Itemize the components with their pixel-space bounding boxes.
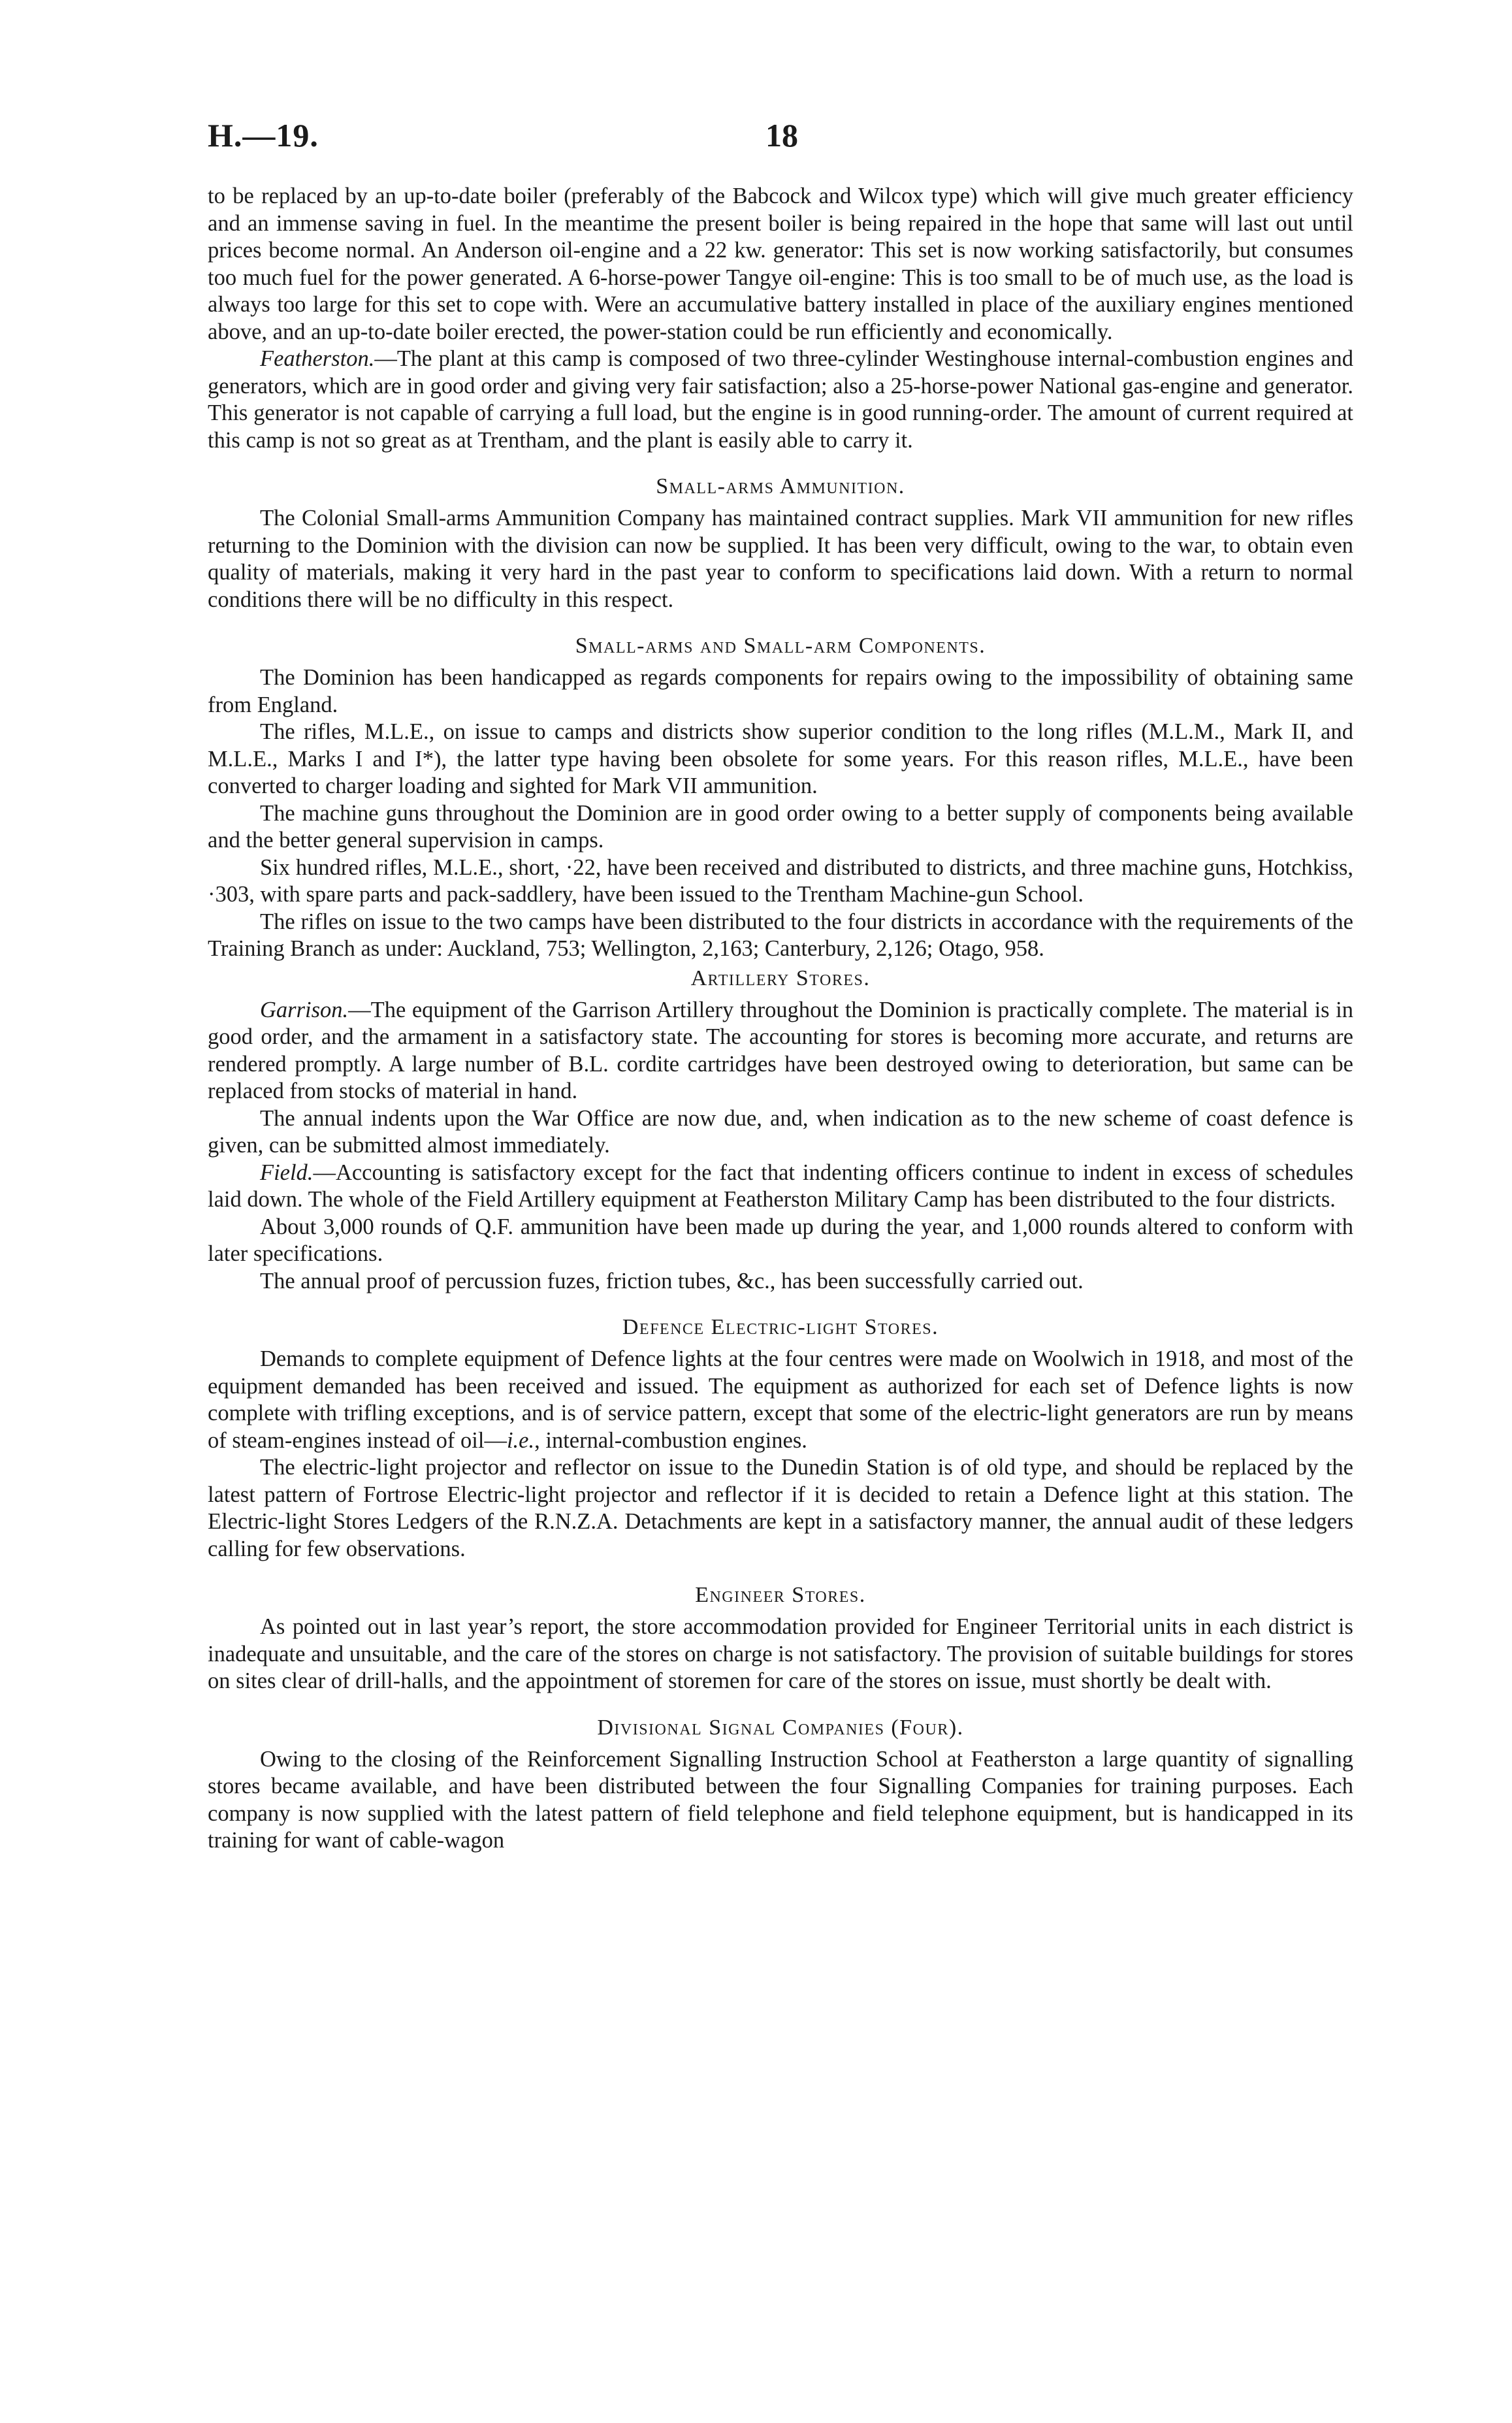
paragraph-signal: Owing to the closing of the Reinforcement Signalling Instruction School at Featherston a large quantity of signalling stores became available, and have been distributed between the four Signalling Companies for training purposes. Each company is now supplied with the latest pattern of field telephone and field telephone equipment, but is handicapped in its training for want of cable-wagon [208,1746,1353,1853]
heading-divisional-signal: Divisional Signal Companies (Four). [597,1715,964,1740]
garrison-text: —The equipment of the Garrison Artillery throughout the Dominion is practically complete. The material is in good order, and the armament in a satisfactory state. The accounting for stores is becoming more accurate, and returns are rendered promptly. A large number of B.L. cordite cartridges have been destroyed owing to deterioration, but same can be replaced from stocks of material in hand. [208,997,1353,1103]
paragraph-ammunition: The Colonial Small-arms Ammunition Company has maintained contract supplies. Mark VII ammunition for new rifles returning to the Dominion with the division can now be supplied. It has been very difficult, owing to the war, to obtain even quality of materials, making it very hard in the past year to conform to specifications laid down. With a return to normal conditions there will be no difficulty in this respect. [208,506,1353,612]
paragraph-artillery-2: The annual indents upon the War Office are now due, and, when indication as to the new scheme of coast defence is given, can be submitted almost immediately. [208,1105,1353,1158]
electric-light-text-b: , internal-combustion engines. [534,1427,807,1453]
paragraph-electric-light-1 [208,1346,1353,1454]
heading-small-arms-ammunition: Small-arms Ammunition. [656,474,905,498]
paragraph-electric-light-2: The electric-light projector and reflector on issue to the Dunedin Station is of old type, and should be replaced by the latest pattern of Fortrose Electric-light projector and reflector if it is decided to retain a Defence light at this station. The Electric-light Stores Ledgers of the R.N.Z.A. Detachments are kept in a satisfactory manner, the annual audit of these ledgers calling for few observations. [208,1455,1353,1561]
heading-artillery-stores: Artillery Stores. [690,966,871,990]
document-body [208,183,1353,1855]
paragraph-components-5: The rifles on issue to the two camps have been distributed to the four districts in accordance with the requirements of the Training Branch as under: Auckland, 753; Wellington, 2,163; Canterbury, 2,126; Otago, 958. [208,909,1353,961]
paragraph-components-4: Six hundred rifles, M.L.E., short, ·22, have been received and distributed to districts, and three machine guns, Hotchkiss, ·303, with spare parts and pack-saddlery, have been issued to the Trentham Machine-gun School. [208,854,1353,907]
paragraph-artillery-5: The annual proof of percussion fuzes, friction tubes, &c., has been successfully carried out. [260,1268,1084,1293]
heading-engineer-stores: Engineer Stores. [695,1583,866,1607]
heading-defence-electric-light: Defence Electric-light Stores. [622,1315,939,1339]
paragraph-components-2: The rifles, M.L.E., on issue to camps and districts show superior condition to the long rifles (M.L.M., Mark II, and M.L.E., Marks I and I*), the latter type having been obsolete for some years. For this reason rifles, M.L.E., have been converted to charger loading and sighted for Mark VII ammunition. [208,719,1353,798]
page-number: 18 [765,117,798,154]
paragraph-power-station: to be replaced by an up-to-date boiler (preferably of the Babcock and Wilcox type) which will give much greater efficiency and an immense saving in fuel. In the meantime the present boiler is being repaired in the hope that same will last out until prices become normal. An Anderson oil-engine and a 22 kw. generator: This set is now working satisfactorily, but consumes too much fuel for the power generated. A 6-horse-power Tangye oil-engine: This is too small to be of much use, as the load is always too large for this set to cope with. Were an accumulative battery installed in place of the auxiliary engines mentioned above, and an up-to-date boiler erected, the power-station could be run efficiently and economically. [208,184,1353,344]
paragraph-components-3: The machine guns throughout the Dominion are in good order owing to a better supply of components being available and the better general supervision in camps. [208,800,1353,853]
paragraph-field [208,1160,1353,1214]
electric-light-text-a: Demands to complete equipment of Defence lights at the four centres were made on Woolwich in 1918, and most of the equipment demanded has been received and issued. The equipment as authorized for each set of Defence lights is now complete with trifling exceptions, and is of service pattern, except that some of the electric-light generators are run by means of steam-engines instead of oil— [208,1346,1353,1453]
electric-light-ie: i.e. [506,1427,535,1453]
paragraph-engineer: As pointed out in last year’s report, the store accommodation provided for Engineer Territorial units in each district is inadequate and unsuitable, and the care of the stores on charge is not satisfactory. The provision of suitable buildings for stores on sites clear of drill-halls, and the appointment of storemen for care of the stores on issue, must shortly be dealt with. [208,1614,1353,1693]
paragraph-artillery-4: About 3,000 rounds of Q.F. ammunition have been made up during the year, and 1,000 rounds altered to conform with later specifications. [208,1214,1353,1266]
featherston-label: Featherston. [260,346,375,371]
field-label: Field. [260,1160,314,1185]
paragraph-featherston [208,346,1353,454]
document-code: H.—19. [208,117,319,154]
paragraph-garrison [208,997,1353,1105]
paragraph-components-1: The Dominion has been handicapped as regards components for repairs owing to the impossibility of obtaining same from England. [208,665,1353,717]
garrison-label: Garrison. [260,997,349,1022]
field-text: —Accounting is satisfactory except for the fact that indenting officers continue to indent in excess of schedules laid down. The whole of the Field Artillery equipment at Featherston Military Camp has been distributed to the four districts. [208,1160,1353,1212]
heading-small-arms-components: Small-arms and Small-arm Components. [575,634,986,658]
featherston-text: —The plant at this camp is composed of two three-cylinder Westinghouse internal-combustion engines and generators, which are in good order and giving very fair satisfaction; also a 25-horse-power National gas-engine and generator. This generator is not capable of carrying a full load, but the engine is in good running-order. The amount of current required at this camp is not so great as at Trentham, and the plant is easily able to carry it. [208,346,1353,453]
page-header [208,116,1357,162]
